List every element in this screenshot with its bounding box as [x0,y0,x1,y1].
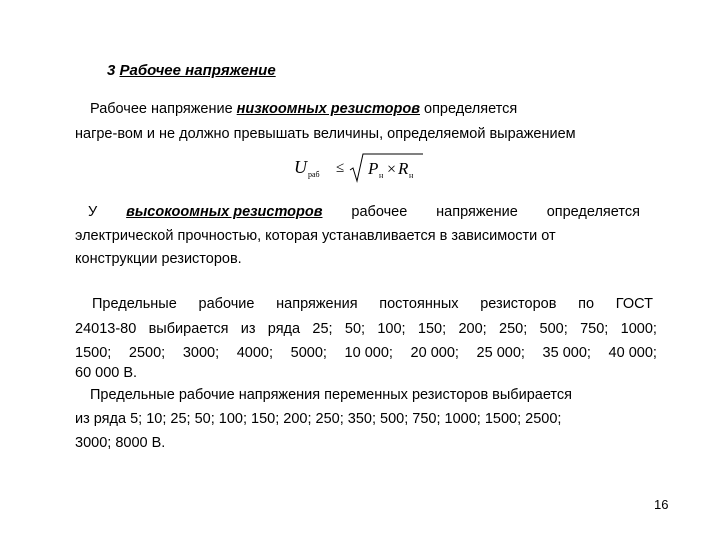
para3-word: 4000; [236,345,274,361]
para2-line2: электрической прочностью, которая устанавливается в зависимости от [75,228,556,244]
para4-line1: Предельные рабочие напряжения переменных резисторов выбирается [90,387,572,403]
para3-word: 25 000; [476,345,525,361]
para4-line2: из ряда 5; 10; 25; 50; 100; 150; 200; 250; 350; 500; 750; 1000; 1500; 2500; [75,411,562,427]
para3-word: ряда [267,321,301,337]
para4-line3: 3000; 8000 В. [75,435,166,451]
para1-text-before: Рабочее напряжение [90,101,237,117]
para3-word: 10 000; [344,345,393,361]
para3-line2 [75,320,657,338]
para3-word: напряжения [276,296,358,312]
para3-line3 [75,344,657,362]
para3-word: рабочие [198,296,255,312]
voltage-formula [288,150,428,190]
para3-word: ГОСТ [615,296,653,312]
formula-rhs-r: R [398,159,409,178]
para3-word: 750; [580,321,609,337]
para2-word: У [88,204,98,220]
formula-lhs-subscript: раб [308,170,320,179]
para3-word: выбирается [148,321,229,337]
page-number: 16 [654,497,669,512]
para3-word: 1500; [75,345,112,361]
para3-word: 40 000; [608,345,657,361]
formula-rhs-p: P [368,159,379,178]
para3-word: 25; [312,321,333,337]
section-heading [107,62,276,79]
para3-line1 [92,295,653,313]
para3-word: 2500; [128,345,166,361]
para2-emphasis: высокоомных резисторов [126,204,323,220]
para3-word: по [578,296,595,312]
formula-times: × [387,161,397,178]
para3-word: 50; [344,321,366,337]
para3-word: 35 000; [542,345,591,361]
para2-word: напряжение [436,204,518,220]
para3-word: 24013-80 [75,321,137,337]
formula-rhs-p-subscript: н [379,171,384,180]
para2-word: определяется [546,204,640,220]
para1-line1 [90,100,517,118]
section-number: 3 [107,62,116,79]
para1-text-after: определяется [419,101,518,117]
section-title: Рабочее напряжение [119,62,276,79]
para3-line4: 60 000 В. [75,365,138,381]
para3-word: резисторов [480,296,557,312]
para3-word: постоянных [379,296,459,312]
para3-word: 200; [458,321,487,337]
para3-word: 20 000; [410,345,459,361]
para3-word: 3000; [182,345,220,361]
para3-word: 150; [417,321,447,337]
para2-line3: конструкции резисторов. [75,251,242,267]
para3-word: Предельные [92,296,177,312]
para3-word: 5000; [290,345,327,361]
para3-word: 100; [377,321,406,337]
para3-word: 500; [539,321,568,337]
para2-word: рабочее [351,204,408,220]
para2-line1 [88,203,640,221]
formula-relation: ≤ [336,160,345,176]
para3-word: из [240,321,256,337]
para1-line2: нагре-вом и не должно превышать величины, определяемой выражением [75,126,576,142]
formula-rhs-r-subscript: н [409,171,414,180]
formula-lhs-symbol: U [294,157,307,177]
para3-word: 1000; [620,321,657,337]
para1-emphasis: низкоомных резисторов [236,101,420,117]
para3-word: 250; [499,321,528,337]
